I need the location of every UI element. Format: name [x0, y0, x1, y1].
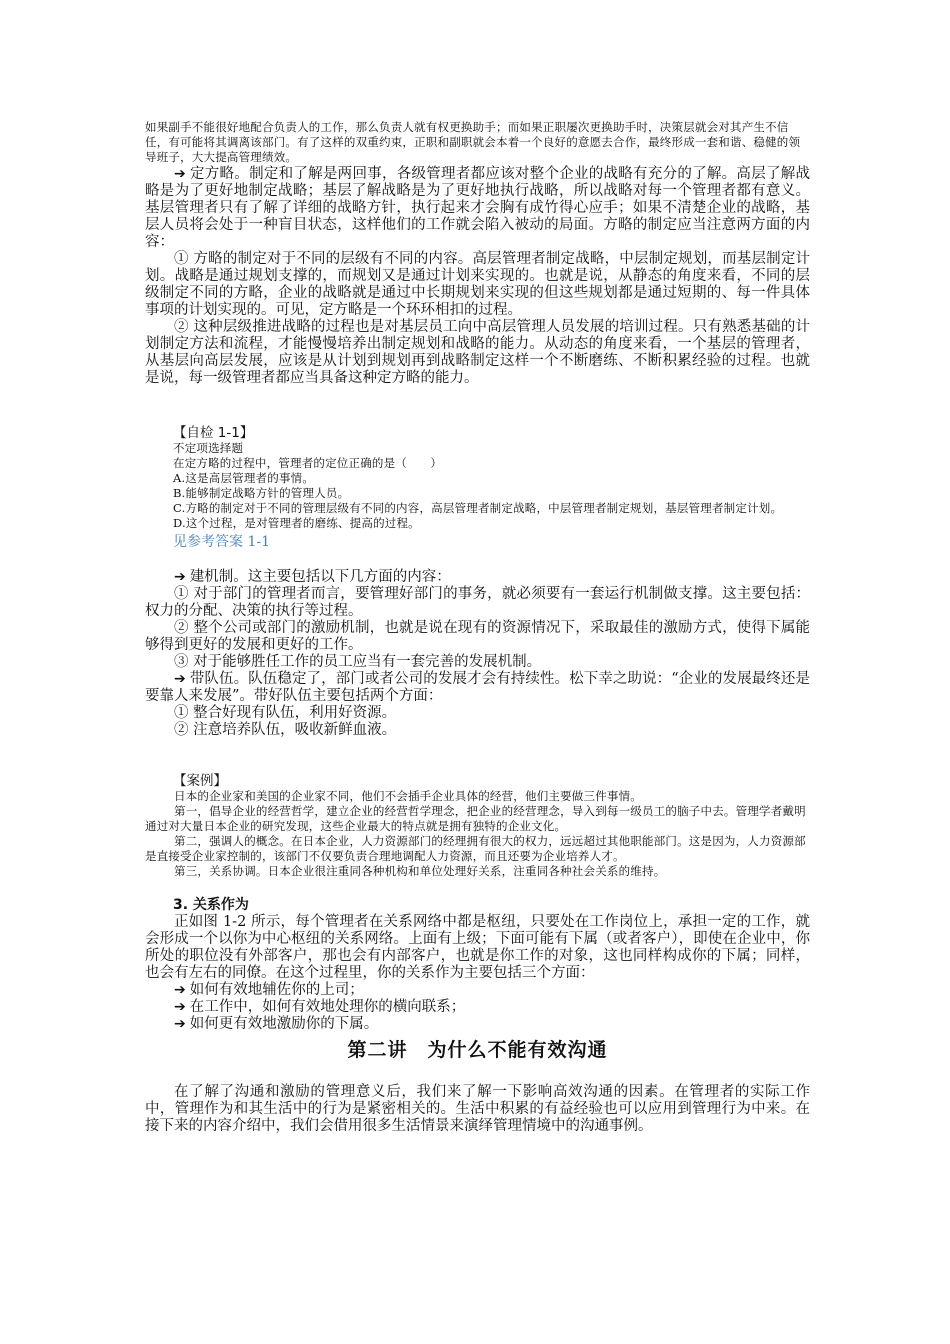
- team-lead-text: 带队伍。队伍稳定了，部门或者公司的发展才会有持续性。松下幸之助说：“企业的发展最终还是要靠人来发展”。带好队伍主要包括两个方面：: [145, 671, 810, 704]
- mechanism-section: [145, 569, 810, 739]
- selfcheck-option-d: D.这个过程，是对管理者的磨练、提高的过程。: [173, 516, 420, 530]
- case-box: [145, 769, 810, 879]
- selfcheck-type: 不定项选择题: [173, 441, 244, 455]
- relations-item-text: 在工作中，如何有效地处理你的横向联系；: [189, 999, 466, 1015]
- case-paragraph: 日本的企业家和美国的企业家不同，他们不会插手企业具体的经营，他们主要做三件事情。: [174, 789, 642, 803]
- document-page: [145, 120, 810, 1135]
- intro-paragraph: 如果副手不能很好地配合负责人的工作，那么负责人就有权更换助手；而如果正职屡次更换助手时，决策层就会对其产生不信任，有可能将其调离该部门。有了这样的双重约束，正职和副职就会本着一个良好的意愿去合作，最终形成一套和谐、稳健的领导班子，大大提高管理绩效。: [145, 120, 801, 164]
- mechanism-lead-text: 建机制。这主要包括以下几方面的内容：: [189, 569, 451, 585]
- selfcheck-option-b: B.能够制定战略方针的管理人员。: [173, 486, 350, 500]
- team-lead: [145, 671, 810, 705]
- mechanism-point-2: ② 整个公司或部门的激励机制，也就是说在现有的资源情况下，采取最佳的激励方式，使得下属能够得到更好的发展和更好的工作。: [145, 620, 810, 653]
- case-title: 【案例】: [173, 773, 227, 789]
- relations-item-text: 如何更有效地激励你的下属。: [189, 1016, 379, 1032]
- team-point-1: ① 整合好现有队伍，利用好资源。: [174, 705, 397, 721]
- relations-item: [174, 999, 810, 1016]
- lecture-body: 在了解了沟通和激励的管理意义后，我们来了解一下影响高效沟通的因素。在管理者的实际工作中，管理作为和其生活中的行为是紧密相关的。生活中积累的有益经验也可以应用到管理行为中来。在接下来的内容介绍中，我们会借用很多生活情景来演绎管理情境中的沟通事例。: [145, 1084, 810, 1134]
- arrow-icon: ➔: [174, 982, 186, 998]
- arrow-icon: ➔: [174, 569, 186, 585]
- case-paragraph: 第三，关系协调。日本企业很注重同各种机构和单位处理好关系，注重同各种社会关系的维持。: [174, 864, 666, 878]
- arrow-icon: ➔: [174, 671, 186, 687]
- selfcheck-question: 在定方略的过程中，管理者的定位正确的是（ ）: [173, 456, 443, 470]
- relations-item-text: 如何有效地辅佐你的上司；: [189, 982, 364, 998]
- case-paragraph: 第二，强调人的概念。在日本企业，人力资源部门的经理拥有很大的权力，远远超过其他职能部门。这是因为，人力资源部是直接受企业家控制的，该部门不仅要负责合理地调配人力资源，而且还要为企业培养人才。: [145, 834, 806, 863]
- strategy-lead-text: 定方略。制定和了解是两回事，各级管理者都应该对整个企业的战略有充分的了解。高层了解战略是为了更好地制定战略；基层了解战略是为了更好地执行战略，所以战略对每一个管理者都有意义。基层管理者只有了解了详细的战略方针，执行起来才会胸有成竹得心应手；如果不清楚企业的战略，基层人员将会处于一种盲目状态，这样他们的工作就会陷入被动的局面。方略的制定应当注意两方面的内容：: [145, 166, 810, 250]
- relations-item: [174, 1016, 810, 1033]
- selfcheck-option-c: C.方略的制定对于不同的管理层级有不同的内容，高层管理者制定战略，中层管理者制定规划，基层管理者制定计划。: [173, 501, 783, 515]
- relations-heading: 3. 关系作为: [173, 897, 249, 913]
- answer-link[interactable]: 见参考答案 1-1: [173, 534, 270, 550]
- selfcheck-option-a: A.这是高层管理者的事情。: [173, 471, 315, 485]
- strategy-point-2: ② 这种层级推进战略的过程也是对基层员工向中高层管理人员发展的培训过程。只有熟悉基础的计划制定方法和流程，才能慢慢培养出制定规划和战略的能力。从动态的角度来看，一个基层的管理者，从基层向高层发展，应该是从计划到规划再到战略制定这样一个不断磨练、不断积累经验的过程。也就是说，每一级管理者都应当具备这种定方略的能力。: [145, 319, 810, 386]
- selfcheck-box: [145, 421, 810, 551]
- team-point-2: ② 注意培养队伍，吸收新鲜血液。: [174, 722, 397, 738]
- case-paragraph: 第一，倡导企业的经营哲学，建立企业的经营哲学理念，把企业的经营理念，导入到每一级员工的脑子中去。管理学者戴明通过对大量日本企业的研究发现，这些企业最大的特点就是拥有独特的企业文化。: [145, 804, 806, 833]
- arrow-icon: ➔: [174, 166, 186, 182]
- mechanism-point-3: ③ 对于能够胜任工作的员工应当有一套完善的发展机制。: [174, 654, 542, 670]
- arrow-icon: ➔: [174, 999, 186, 1015]
- strategy-point-1: ① 方略的制定对于不同的层级有不同的内容。高层管理者制定战略，中层制定规划，而基层制定计划。战略是通过规划支撑的，而规划又是通过计划来实现的。也就是说，从静态的角度来看，不同的层级制定不同的方略，企业的战略就是通过中长期规划来实现的但这些规划都是通过短期的、每一件具体事项的计划实现的。可见，定方略是一个环环相扣的过程。: [145, 251, 810, 318]
- relations-section: [145, 897, 810, 1033]
- lecture-title: 第二讲 为什么不能有效沟通: [347, 1039, 608, 1061]
- mechanism-lead: [145, 569, 810, 586]
- selfcheck-title: 【自检 1-1】: [173, 425, 254, 441]
- relations-item: [174, 982, 810, 999]
- arrow-icon: ➔: [174, 1016, 186, 1032]
- strategy-lead: [145, 166, 810, 251]
- relations-body: 正如图 1-2 所示，每个管理者在关系网络中都是枢纽，只要处在工作岗位上，承担一定的工作，就会形成一个以你为中心枢纽的关系网络。上面有上级；下面可能有下属（或者客户），即使在企业中，你所处的职位没有外部客户，那也会有内部客户，也就是你工作的对象，这也同样构成你的下属；同样，也会有左右的同僚。在这个过程里，你的关系作为主要包括三个方面：: [145, 914, 810, 981]
- mechanism-point-1: ① 对于部门的管理者而言，要管理好部门的事务，就必须要有一套运行机制做支撑。这主要包括：权力的分配、决策的执行等过程。: [145, 586, 810, 619]
- strategy-section: [145, 166, 810, 387]
